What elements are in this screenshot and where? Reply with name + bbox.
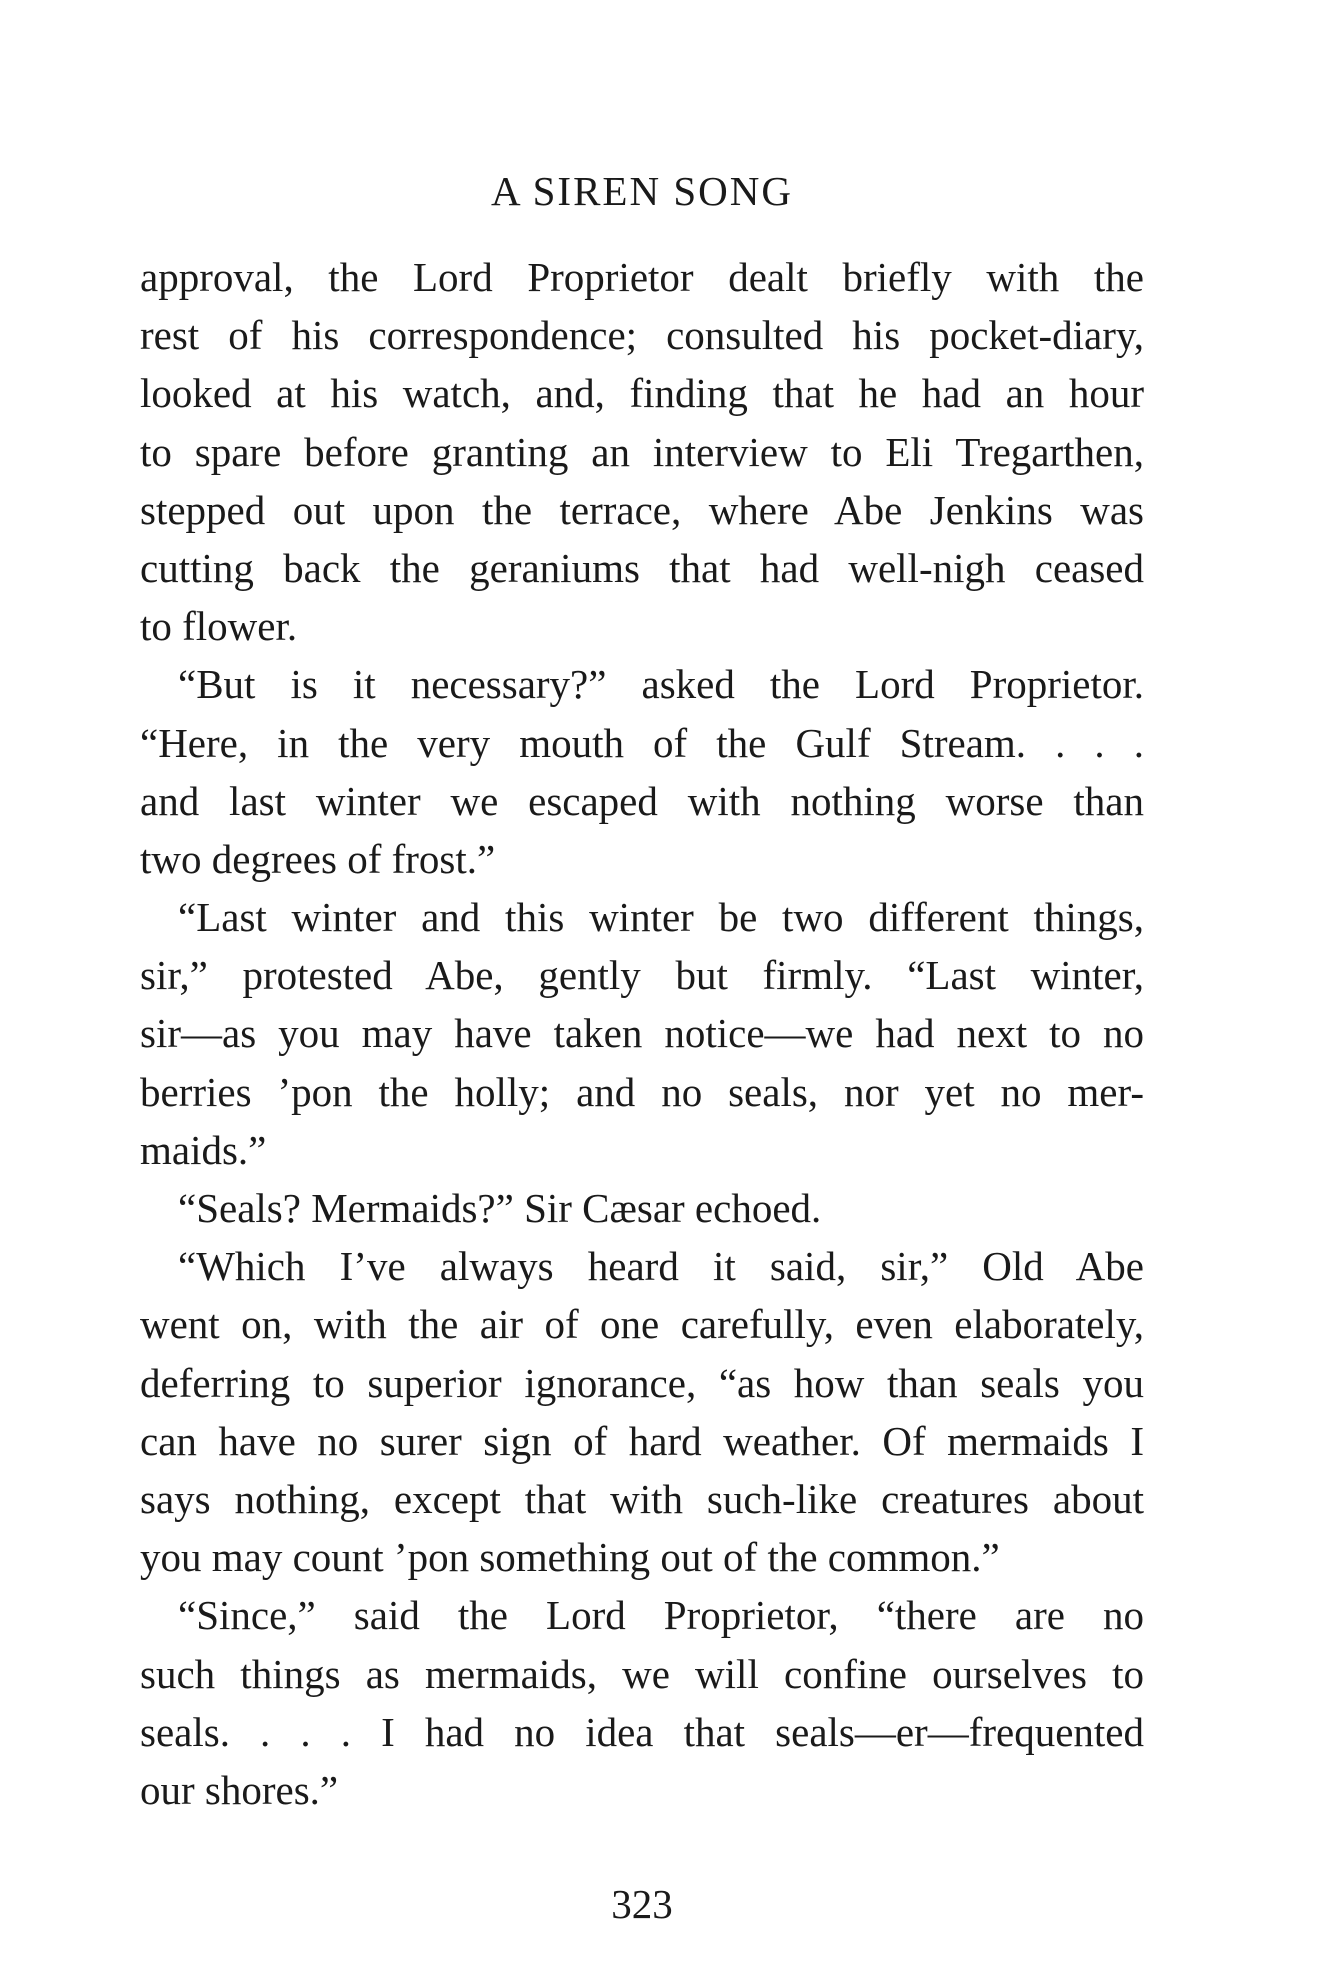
running-title: A SIREN SONG	[491, 168, 793, 214]
text-line: rest of his correspondence; consulted his pocket-diary,	[140, 312, 1144, 359]
text-line: “But is it necessary?” asked the Lord Proprietor.	[178, 661, 1144, 708]
text-line: seals. . . . I had no idea that seals—er—frequented	[140, 1708, 1144, 1755]
text-line: “Which I’ve always heard it said, sir,” Old Abe	[178, 1243, 1144, 1290]
text-line: “Last winter and this winter be two different things,	[178, 894, 1144, 941]
text-line: berries ’pon the holly; and no seals, nor yet no mer-	[140, 1068, 1144, 1115]
text-line: sir,” protested Abe, gently but firmly. “Last winter,	[140, 952, 1144, 999]
text-line: to flower.	[140, 603, 298, 650]
text-line: “Seals? Mermaids?” Sir Cæsar echoed.	[178, 1185, 822, 1231]
text-line: “Since,” said the Lord Proprietor, “there are no	[178, 1592, 1144, 1639]
text-line: deferring to superior ignorance, “as how than seals you	[140, 1359, 1144, 1406]
text-line: says nothing, except that with such-like creatures about	[140, 1475, 1144, 1522]
text-line: “Here, in the very mouth of the Gulf Stream. . . .	[140, 719, 1144, 766]
text-line: went on, with the air of one carefully, even elaborately,	[140, 1301, 1144, 1348]
text-line: two degrees of frost.”	[140, 835, 496, 882]
text-line: approval, the Lord Proprietor dealt briefly with the	[140, 254, 1144, 300]
text-line: such things as mermaids, we will confine ourselves to	[140, 1650, 1144, 1697]
text-line: and last winter we escaped with nothing worse than	[140, 777, 1144, 824]
text-line: sir—as you may have taken notice—we had next to no	[140, 1010, 1144, 1057]
text-line: you may count ’pon something out of the common.”	[140, 1534, 1000, 1581]
text-line: can have no surer sign of hard weather. Of mermaids I	[140, 1417, 1144, 1464]
text-line: cutting back the geraniums that had well-nigh ceased	[140, 544, 1144, 591]
page-number: 323	[611, 1881, 673, 1927]
text-line: to spare before granting an interview to Eli Tregarthen,	[140, 428, 1144, 475]
text-line: looked at his watch, and, finding that he had an hour	[140, 370, 1144, 417]
text-line: stepped out upon the terrace, where Abe Jenkins was	[140, 486, 1144, 533]
text-line: our shores.”	[140, 1766, 339, 1813]
body-text	[140, 248, 1144, 1819]
text-line: maids.”	[140, 1126, 267, 1173]
